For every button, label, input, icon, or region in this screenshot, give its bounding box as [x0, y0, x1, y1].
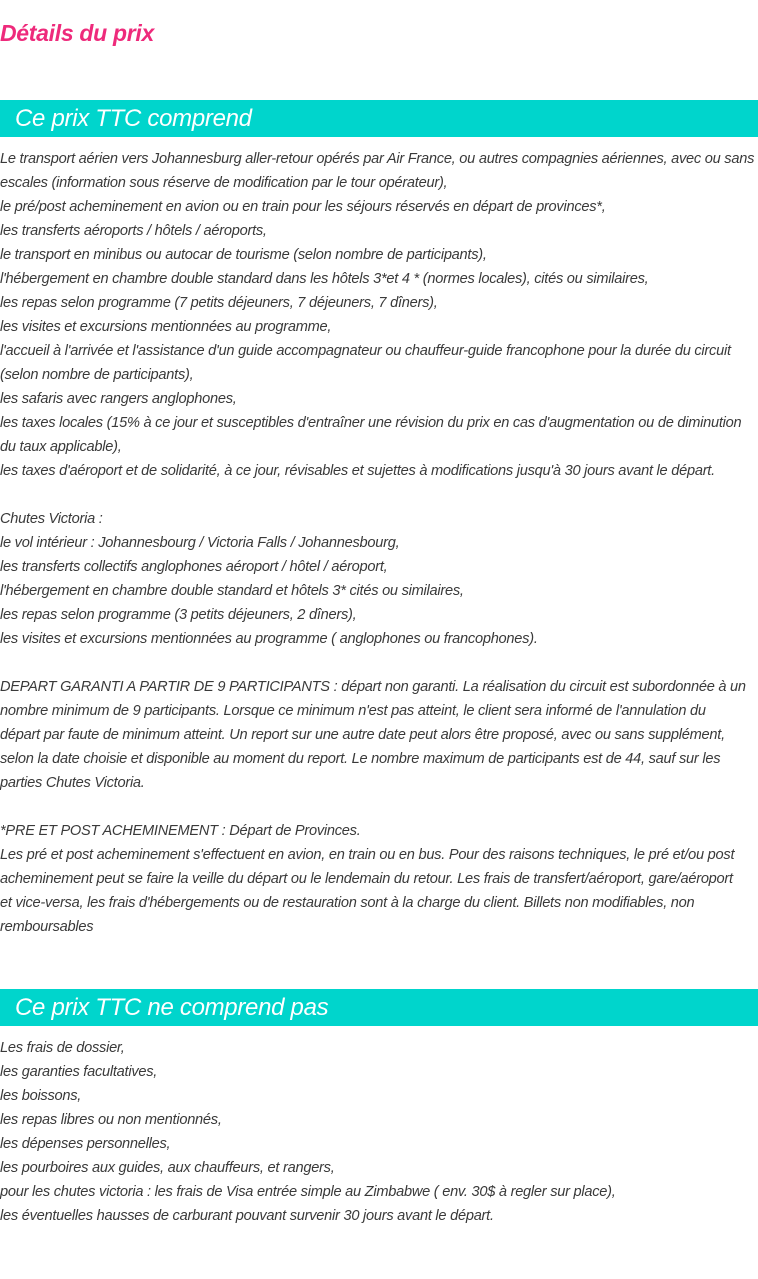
text-line: les visites et excursions mentionnées au programme ( anglophones ou francophones).	[0, 631, 538, 647]
text-line: les éventuelles hausses de carburant pouvant survenir 30 jours avant le départ.	[0, 1208, 494, 1224]
text-line: les transferts aéroports / hôtels / aéroports,	[0, 223, 267, 239]
text-line: les pourboires aux guides, aux chauffeurs, et rangers,	[0, 1160, 335, 1176]
victoria-falls-paragraph	[0, 507, 758, 651]
text-line: DEPART GARANTI A PARTIR DE 9 PARTICIPANTS : départ non garanti. La réalisation du circuit est subordonnée à un	[0, 679, 746, 695]
text-line: escales (information sous réserve de modification par le tour opérateur),	[0, 175, 448, 191]
text-line: remboursables	[0, 919, 94, 935]
text-line: Les pré et post acheminement s'effectuent en avion, en train ou en bus. Pour des raisons techniques, le pré et/ou post	[0, 847, 735, 863]
text-line: les dépenses personnelles,	[0, 1136, 171, 1152]
text-line: l'hébergement en chambre double standard et hôtels 3* cités ou similaires,	[0, 583, 464, 599]
text-line: le vol intérieur : Johannesbourg / Victoria Falls / Johannesbourg,	[0, 535, 400, 551]
text-line: parties Chutes Victoria.	[0, 775, 145, 791]
text-line: acheminement peut se faire la veille du départ ou le lendemain du retour. Les frais de transfert/aéroport, gare/aéroport	[0, 871, 733, 887]
text-line: les garanties facultatives,	[0, 1064, 158, 1080]
text-line: les taxes d'aéroport et de solidarité, à ce jour, révisables et sujettes à modifications jusqu'à 30 jours avant le départ.	[0, 463, 715, 479]
text-line: l'accueil à l'arrivée et l'assistance d'un guide accompagnateur ou chauffeur-guide francophone pour la durée du circuit	[0, 343, 731, 359]
text-line: nombre minimum de 9 participants. Lorsque ce minimum n'est pas atteint, le client sera informé de l'annulation du	[0, 703, 706, 719]
text-line: pour les chutes victoria : les frais de Visa entrée simple au Zimbabwe ( env. 30$ à regler sur place),	[0, 1184, 616, 1200]
text-line: le pré/post acheminement en avion ou en train pour les séjours réservés en départ de provinces*,	[0, 199, 606, 215]
text-line: les visites et excursions mentionnées au programme,	[0, 319, 332, 335]
page-title: Détails du prix	[0, 20, 154, 46]
text-line: les repas selon programme (3 petits déjeuners, 2 dîners),	[0, 607, 357, 623]
section-title-included: Ce prix TTC comprend	[15, 105, 252, 132]
text-line: et vice-versa, les frais d'hébergements ou de restauration sont à la charge du client. Billets non modifiables, non	[0, 895, 695, 911]
text-line: les safaris avec rangers anglophones,	[0, 391, 237, 407]
text-line: selon la date choisie et disponible au moment du report. Le nombre maximum de participants est de 44, sauf sur les	[0, 751, 721, 767]
section-header-excluded	[0, 989, 758, 1026]
text-line: départ par faute de minimum atteint. Un report sur une autre date peut alors être proposé, avec ou sans supplément,	[0, 727, 725, 743]
excluded-list	[0, 1036, 758, 1228]
text-line: (selon nombre de participants),	[0, 367, 194, 383]
text-line: Le transport aérien vers Johannesburg aller-retour opérés par Air France, ou autres compagnies aériennes, avec ou sans	[0, 151, 755, 167]
text-line: *PRE ET POST ACHEMINEMENT : Départ de Provinces.	[0, 823, 361, 839]
section-title-excluded: Ce prix TTC ne comprend pas	[15, 994, 329, 1021]
included-main-paragraph	[0, 147, 758, 483]
guaranteed-departure-paragraph	[0, 675, 758, 795]
text-line: Chutes Victoria :	[0, 511, 103, 527]
text-line: du taux applicable),	[0, 439, 122, 455]
text-line: les repas selon programme (7 petits déjeuners, 7 déjeuners, 7 dîners),	[0, 295, 438, 311]
pre-post-transfer-paragraph	[0, 819, 758, 939]
text-line: les transferts collectifs anglophones aéroport / hôtel / aéroport,	[0, 559, 388, 575]
section-header-included	[0, 100, 758, 137]
text-line: le transport en minibus ou autocar de tourisme (selon nombre de participants),	[0, 247, 487, 263]
text-line: Les frais de dossier,	[0, 1040, 125, 1056]
text-line: les repas libres ou non mentionnés,	[0, 1112, 222, 1128]
text-line: les taxes locales (15% à ce jour et susceptibles d'entraîner une révision du prix en cas d'augmentation ou de diminution	[0, 415, 742, 431]
text-line: les boissons,	[0, 1088, 82, 1104]
text-line: l'hébergement en chambre double standard dans les hôtels 3*et 4 * (normes locales), cités ou similaires,	[0, 271, 649, 287]
